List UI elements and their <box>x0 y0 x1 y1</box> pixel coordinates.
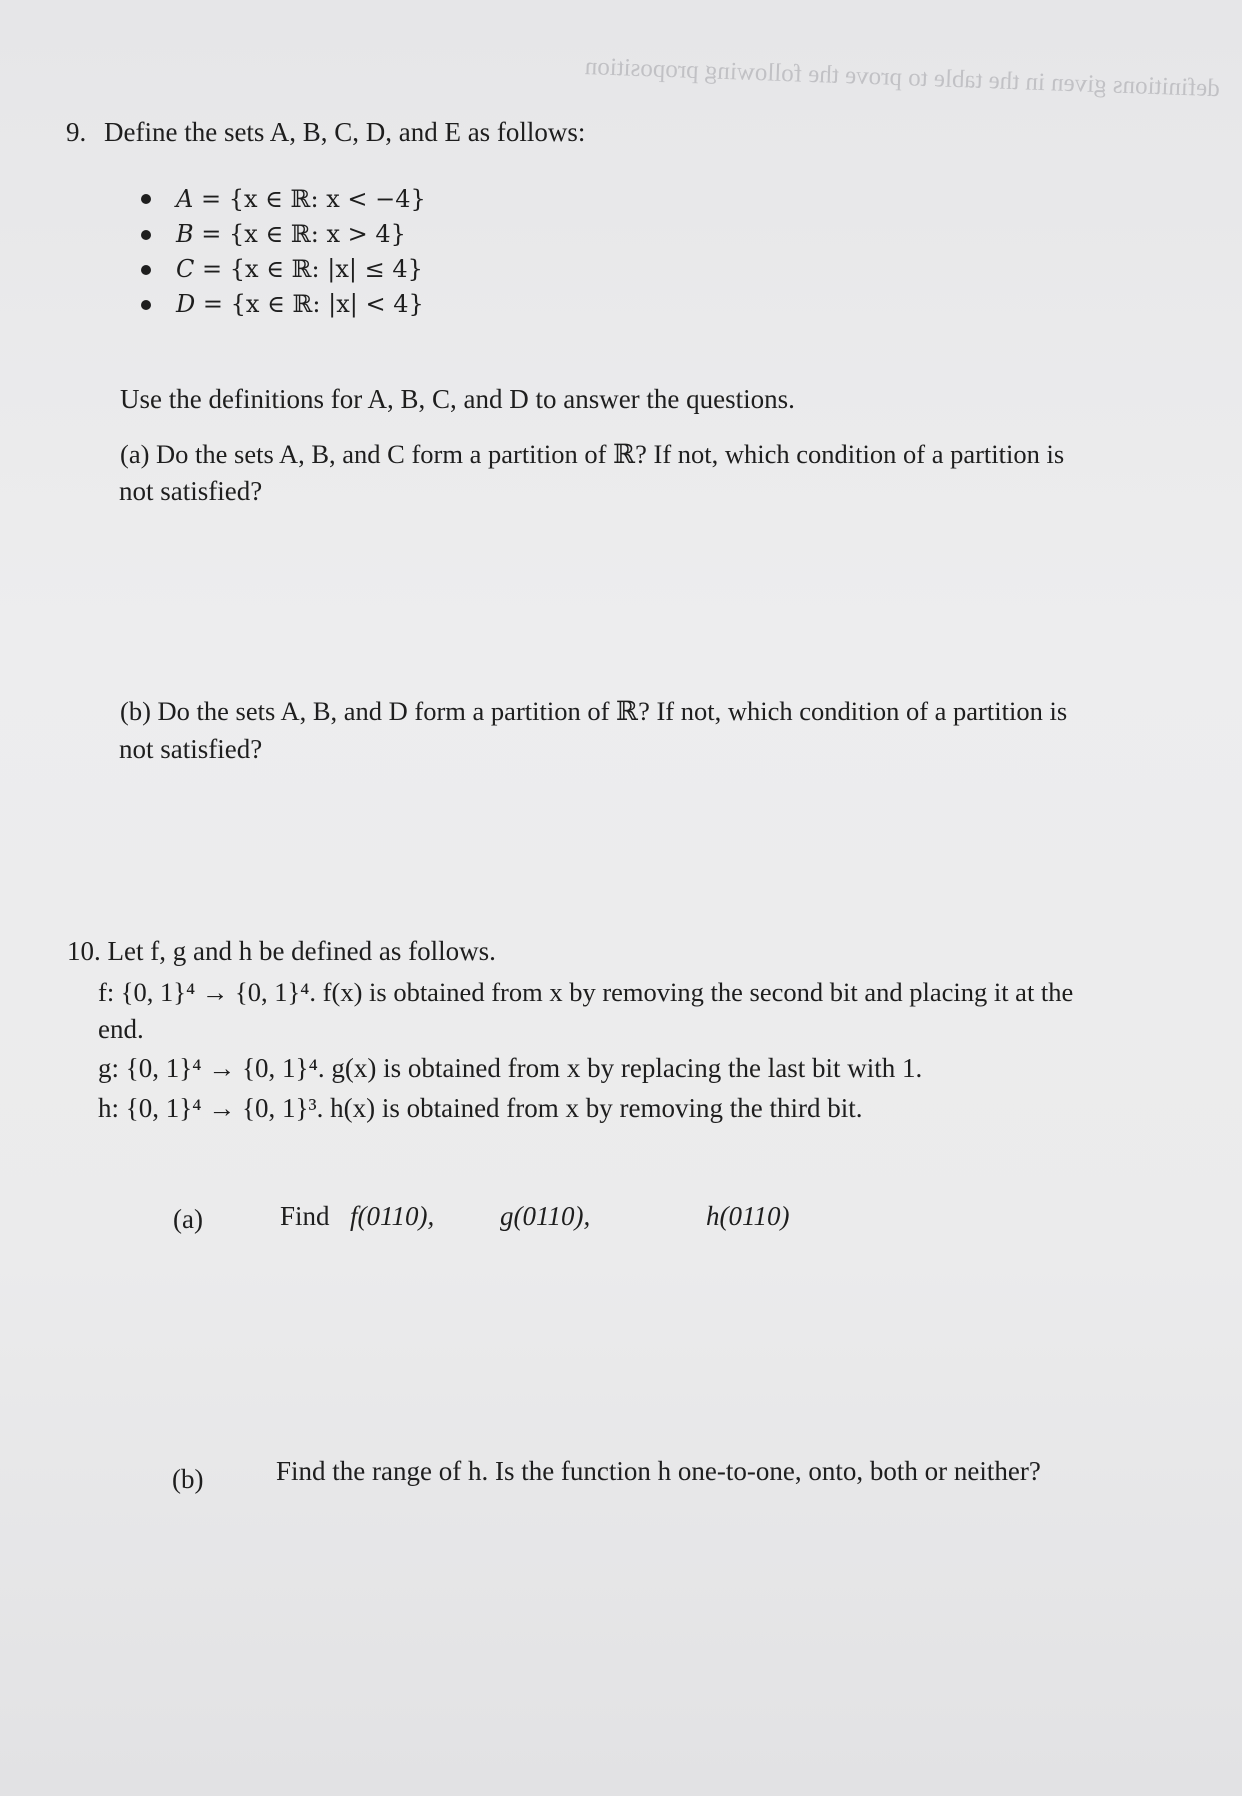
q10-part-a-label: (a) <box>173 1204 203 1234</box>
q10-f-definition-line2: end. <box>98 1014 144 1044</box>
q10-f-definition-line1: f: {0, 1}⁴ → {0, 1}⁴. f(x) is obtained from x by removing the second bit and placing it at the <box>98 977 1074 1007</box>
q9-part-a-line1: (a) Do the sets A, B, and C form a partition of ℝ? If not, which condition of a partition is <box>120 439 1065 469</box>
set-a-definition: A = {x ∈ ℝ: x < −4} <box>176 185 426 213</box>
q10-part-a-h: h(0110) <box>706 1201 790 1231</box>
q10-part-a-find: Find <box>280 1201 330 1231</box>
bullet-b <box>141 230 151 240</box>
q9-number: 9. <box>66 117 87 147</box>
q10-part-b-label: (b) <box>172 1464 204 1494</box>
q10-part-a-f: f(0110), <box>350 1201 435 1231</box>
q10-g-definition: g: {0, 1}⁴ → {0, 1}⁴. g(x) is obtained from x by replacing the last bit with 1. <box>98 1053 923 1083</box>
set-d-definition: D = {x ∈ ℝ: |x| < 4} <box>176 290 424 318</box>
q10-h-definition: h: {0, 1}⁴ → {0, 1}³. h(x) is obtained from x by removing the third bit. <box>98 1093 863 1123</box>
bleed-through-text: definitions given in the table to prove the following proposition <box>584 53 1221 103</box>
bullet-d <box>141 300 151 310</box>
bullet-a <box>141 194 151 204</box>
q10-part-b-question: Find the range of h. Is the function h one-to-one, onto, both or neither? <box>276 1456 1041 1486</box>
set-c-definition: C = {x ∈ ℝ: |x| ≤ 4} <box>176 255 423 283</box>
bullet-c <box>141 265 151 275</box>
q9-intro: Define the sets A, B, C, D, and E as follows: <box>104 117 586 147</box>
q9-part-b-line1: (b) Do the sets A, B, and D form a partition of ℝ? If not, which condition of a partition is <box>120 696 1068 726</box>
q10-intro: 10. Let f, g and h be defined as follows. <box>67 936 496 966</box>
set-b-definition: B = {x ∈ ℝ: x > 4} <box>176 220 406 248</box>
q10-part-a-g: g(0110), <box>500 1201 591 1231</box>
q9-part-b-line2: not satisfied? <box>119 734 263 764</box>
q9-part-a-line2: not satisfied? <box>119 476 263 506</box>
q9-instruction: Use the definitions for A, B, C, and D to answer the questions. <box>120 384 795 414</box>
